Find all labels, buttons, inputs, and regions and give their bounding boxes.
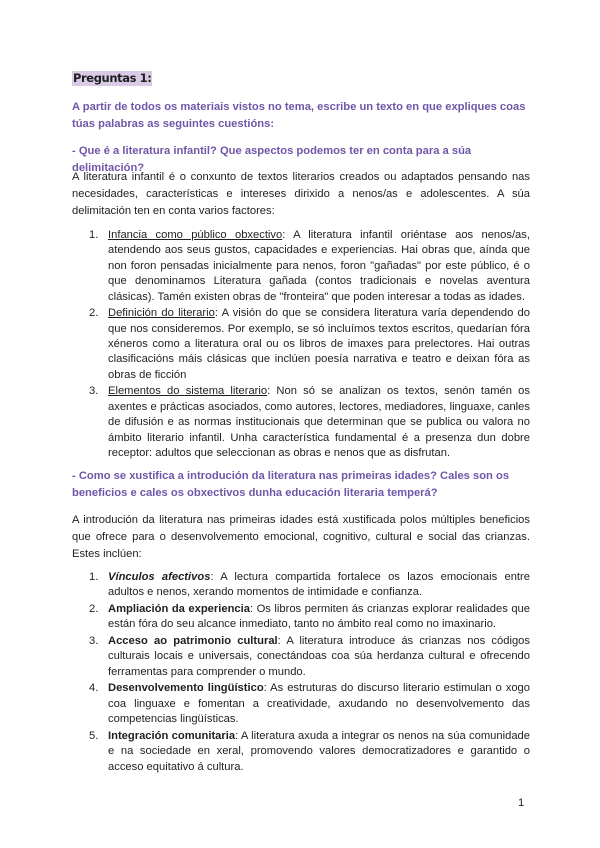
factors-list xyxy=(72,228,530,463)
list-item-number: 2. xyxy=(89,307,99,320)
list-item-number: 1. xyxy=(89,229,99,241)
list-item-number: 3. xyxy=(89,385,99,398)
page-number: 1 xyxy=(518,797,525,809)
list-item-number: 4. xyxy=(89,682,99,695)
list-item-term: Integración comunitaria xyxy=(108,729,236,742)
list-item-text: : A literatura axuda a integrar os nenos na súa comunidade e na sociedade en xeral, promovendo valores democratizadores e garantido o acceso equitativo á cultura. xyxy=(108,729,530,773)
list-item-term: Infancia como público obxectivo xyxy=(108,229,283,241)
list-item-number: 2. xyxy=(89,603,99,615)
list-item-number: 1. xyxy=(89,571,99,583)
list-item-term: Definición do literario xyxy=(108,307,215,320)
question-1: - Que é a literatura infantil? Que aspectos podemos ter en conta para a súa delimitación? xyxy=(72,145,472,174)
list-item-text: : A literatura introduce ás crianzas nos códigos culturais locais e universais, conectándoas coa súa herdanza cultural e ofrecendo ferramentas para comprender o mundo. xyxy=(108,635,530,678)
list-item xyxy=(72,228,530,305)
question-2: - Como se xustifica a introdución da literatura nas primeiras idades? Cales son os beneficios e cales os obxectivos dunha educación literaria temperá? xyxy=(72,470,510,499)
list-item xyxy=(72,602,530,633)
page-heading: Preguntas 1: xyxy=(73,71,152,85)
benefits-list xyxy=(72,570,530,776)
answer-1-paragraph: A literatura infantil é o conxunto de textos literarios creados ou adaptados pensando nas necesidades, características e intereses dirixido a nenos/as e adolescentes. A súa delimitación ten en conta varios factores: xyxy=(72,171,530,218)
list-item-text: : A literatura infantil oriéntase aos nenos/as, atendendo aos seus gustos, capacidades e experiencias. Hai obras que, aínda que non foron pensadas inicialmente para nenos, foron "gañadas" por este público, é o que denominamos Literatura gañada (contos tradicionais e novelas aventura clásicas). Tamén existen obras de "fronteira" que poden interesar a todas as idades. xyxy=(108,229,530,303)
answer-2-paragraph: A introdución da literatura nas primeiras idades está xustificada polos múltiples beneficios que ofrece para o desenvolvemento emocional, cognitivo, cultural e social das crianzas. Estes inclúen: xyxy=(72,514,530,561)
list-item xyxy=(72,681,530,727)
list-item xyxy=(72,570,530,601)
list-item-term: Ampliación da experiencia xyxy=(108,603,250,615)
list-item xyxy=(72,306,530,383)
list-item-term: Elementos do sistema literario xyxy=(108,385,268,398)
list-item xyxy=(72,384,530,461)
list-item xyxy=(72,634,530,680)
list-item-term: Acceso ao patrimonio cultural xyxy=(108,635,278,647)
list-item-term: Vínculos afectivos xyxy=(108,571,211,583)
list-item-text: : Os libros permiten ás crianzas explorar realidades que están fóra do seu alcance inmediato, tanto no ámbito real como no imaxinario. xyxy=(108,603,530,631)
list-item-number: 3. xyxy=(89,635,99,647)
list-item-text: : A lectura compartida fortalece os lazos emocionais entre adultos e nenos, xerando momentos de intimidade e confianza. xyxy=(108,571,530,599)
list-item-number: 5. xyxy=(89,729,99,742)
list-item-term: Desenvolvemento lingüístico xyxy=(108,682,264,695)
list-item xyxy=(72,729,530,775)
intro-question: A partir de todos os materiais vistos no tema, escribe un texto en que expliques coas túas palabras as seguintes cuestións: xyxy=(72,101,526,130)
list-item-text: : Non só se analizan os textos, senón tamén os axentes e prácticas asociados, como autores, lectores, mediadores, linguaxe, canles de difusión e as normas institucionais que determinan que se publica ou valora no ámbito literario infantil. Unha característica fundamental é a presenza dun dobre receptor: adultos que seleccionan as obras e nenos que as disfrutan. xyxy=(108,385,530,460)
list-item-text: : A visión do que se considera literatura varía dependendo do que nos consideremos. Por exemplo, se só incluímos textos escritos, quedarían fóra xéneros como a literatura oral ou os libros de imaxes para prelectores. Hai outras clasificacións máis clásicas que inclúen poesía narrativa e teatro e deixan fóra as obras de ficción xyxy=(108,307,531,381)
list-item-text: : As estruturas do discurso literario estimulan o xogo coa linguaxe e fomentan a creatividade, axudando no desenvolvemento das competencias lingüísticas. xyxy=(108,682,530,726)
